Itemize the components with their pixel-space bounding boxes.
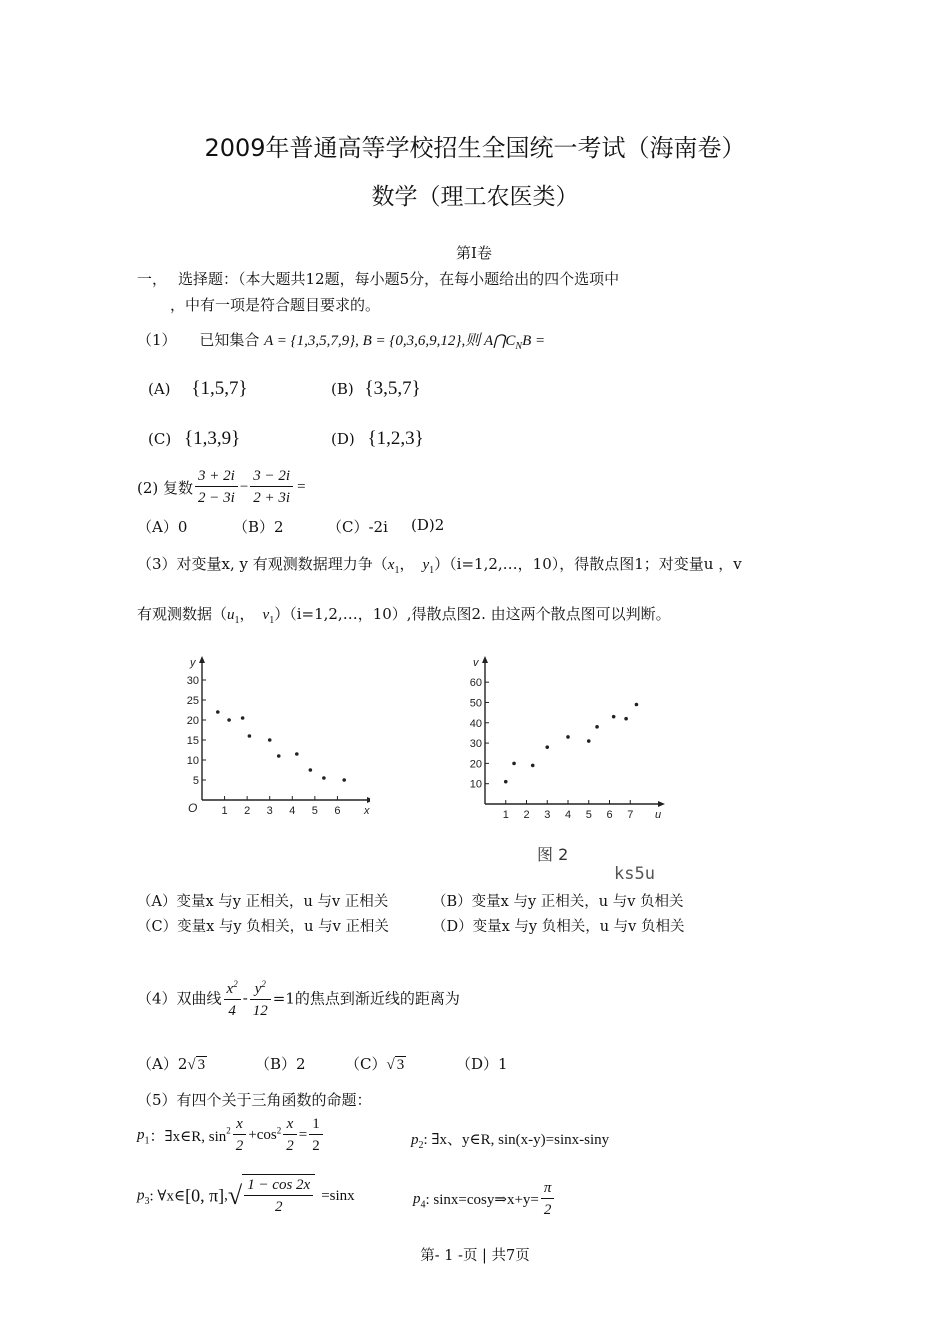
proposition-p3: $p_3$: ∀x∈[0, π],√ $\frac{1 - \cos 2x}{2}$ =sinx: [137, 1174, 355, 1218]
exam-title: 2009年普通高等学校招生全国统一考试（海南卷）: [204, 134, 746, 162]
x-axis-arrow: [658, 801, 665, 807]
data-point: [545, 745, 549, 749]
y-tick-label: 30: [469, 738, 482, 751]
q3-option-c: （C）变量x 与y 负相关，u 与v 正相关: [137, 919, 389, 935]
x-tick-label: 2: [523, 809, 530, 821]
y-tick-label: 50: [469, 697, 482, 710]
data-point: [342, 778, 346, 782]
y-tick-label: 30: [186, 675, 199, 687]
exam-subtitle: 数学（理工农医类）: [371, 184, 579, 210]
y-axis-arrow: [199, 656, 205, 663]
section-intro-line2: ，中有一项是符合题目要求的。: [170, 296, 381, 314]
data-point: [566, 735, 570, 739]
y-tick-label: 10: [186, 755, 199, 767]
x-tick-label: 7: [627, 809, 634, 821]
proposition-p2: $p_2$: ∃x、y∈R, sin(x-y)=sinx-siny: [411, 1132, 610, 1151]
page-footer: 第- 1 -页 | 共7页: [420, 1248, 530, 1264]
y-tick-label: 5: [192, 775, 199, 787]
x-tick-label: 4: [564, 809, 572, 821]
x-tick-label: 1: [502, 809, 509, 821]
q1-setA: A = {1,3,5,7,9}: [264, 333, 356, 349]
data-point: [595, 725, 599, 729]
data-point: [241, 716, 245, 720]
q1-option-b: (B) {3,5,7}: [331, 378, 421, 399]
watermark-text: ks5u: [614, 864, 655, 884]
x-tick-label: 3: [544, 809, 551, 821]
y-tick-label: 10: [469, 778, 482, 791]
data-point: [635, 703, 639, 707]
section-intro-line1: 选择题：（本大题共12题，每小题5分，在每小题给出的四个选项中: [178, 270, 620, 288]
q1-ask: ,则 A⋂C: [461, 333, 516, 349]
data-point: [512, 762, 516, 766]
q1-option-d: (D) {1,2,3}: [331, 428, 424, 449]
q3-line-1: （3）对变量x, y 有观测数据理力争（$x_1$， $y_1)(i=1,2,\dots$，10），得散点图1；对变量u ，v: [137, 555, 742, 576]
section-number: 一，: [137, 270, 168, 288]
data-point: [322, 776, 326, 780]
y-tick-label: 40: [469, 717, 482, 730]
q1-number: （1）: [137, 331, 177, 349]
q4-option-a: （A）2√ 3: [137, 1055, 206, 1073]
y-tick-label: 25: [186, 695, 199, 707]
question-4: （4）双曲线 $\frac{x^2}{4}$ - $\frac{y^2}{12}$ =1的焦点到渐近线的距离为: [137, 974, 460, 1022]
q4-option-b: （B）2: [255, 1055, 306, 1073]
q2-fraction-2: $\frac{3 - 2i}{2 + 3i}$: [250, 466, 293, 509]
scatter-plot-1: [180, 650, 370, 825]
x-axis-label: u: [655, 809, 662, 821]
y-axis-label: y: [190, 657, 196, 669]
y-axis-label: v: [473, 657, 479, 669]
x-tick-label: 6: [606, 809, 613, 821]
y-tick-label: 60: [469, 677, 482, 690]
data-point: [309, 768, 313, 772]
y-tick-label: 15: [186, 735, 199, 747]
q4-fraction-x: $\frac{x^2}{4}$: [224, 974, 241, 1022]
y-tick-label: 20: [469, 758, 482, 771]
proposition-p1: $p_1$：∃x∈R, $\sin^2$ $\frac{x}{2}$ $+\cos^2$ $\frac{x}{2}$ = $\frac{1}{2}$: [137, 1114, 325, 1157]
data-point: [624, 717, 628, 721]
q1-sub: N: [515, 341, 523, 352]
q4-option-d: （D）1: [456, 1055, 508, 1073]
question-2: (2) 复数 $\frac{3 + 2i}{2 - 3i}$ − $\frac{3 - 2i}{2 + 3i}$ =: [137, 466, 306, 509]
q2-option-c: （C）-2i: [327, 518, 388, 536]
data-point: [277, 754, 281, 758]
q2-option-d: (D)2: [411, 516, 445, 534]
x-tick-label: 5: [585, 809, 592, 821]
x-tick-label: 3: [266, 805, 273, 817]
data-point: [248, 734, 252, 738]
x-tick-label: 2: [244, 805, 251, 817]
q1-ask-end: B =: [522, 333, 546, 349]
proposition-p4: $p_4$: sinx=cosy⇒x+y= $\frac{\pi}{2}$: [413, 1178, 556, 1221]
q2-option-b: （B）2: [233, 518, 284, 536]
x-axis-arrow: [367, 797, 370, 803]
q3-option-b: （B）变量x 与y 正相关，u 与v 负相关: [432, 894, 684, 910]
x-tick-label: 5: [311, 805, 318, 817]
data-point: [295, 752, 299, 756]
x-tick-label: 6: [334, 805, 341, 817]
data-point: [612, 715, 616, 719]
x-tick-label: 4: [289, 805, 296, 817]
figure-2-caption: 图 2: [537, 845, 569, 864]
q2-option-a: （A）0: [137, 518, 188, 536]
x-axis-label: x: [364, 805, 370, 817]
data-point: [227, 718, 231, 722]
data-point: [504, 780, 508, 784]
scatter-plot-2: [455, 648, 670, 828]
data-point: [587, 739, 591, 743]
q1-prefix: 已知集合: [199, 331, 260, 349]
data-point: [531, 764, 535, 768]
q4-fraction-y: $\frac{y^2}{12}$: [250, 974, 271, 1022]
q4-option-c: （C）√ 3: [345, 1055, 405, 1073]
q1-option-c: (C) {1,3,9}: [148, 428, 241, 449]
q1-setB: B = {0,3,6,9,12}: [362, 333, 462, 349]
data-point: [268, 738, 272, 742]
q2-prefix: (2) 复数: [137, 479, 194, 497]
y-tick-label: 20: [186, 715, 199, 727]
q5-intro: （5）有四个关于三角函数的命题：: [137, 1091, 372, 1109]
data-point: [216, 710, 220, 714]
q3-option-a: （A）变量x 与y 正相关，u 与v 正相关: [137, 894, 389, 910]
question-1: （1） 已知集合 A = {1,3,5,7,9}, B = {0,3,6,9,12},则 $A⋂C_NB$ =: [137, 331, 546, 352]
q3-option-d: （D）变量x 与y 负相关，u 与v 负相关: [432, 919, 685, 935]
q1-option-a: (A) {1,5,7}: [148, 378, 248, 399]
q3-line-2: 有观测数据（$u_1$， $v_1)(i=1,2,\dots$，10）,得散点图2. 由这两个散点图可以判断。: [137, 605, 671, 626]
q2-fraction-1: $\frac{3 + 2i}{2 - 3i}$: [195, 466, 238, 509]
x-tick-label: 1: [221, 805, 228, 817]
origin-label: O: [188, 801, 198, 815]
y-axis-arrow: [482, 656, 488, 663]
volume-label: 第I卷: [456, 244, 492, 262]
